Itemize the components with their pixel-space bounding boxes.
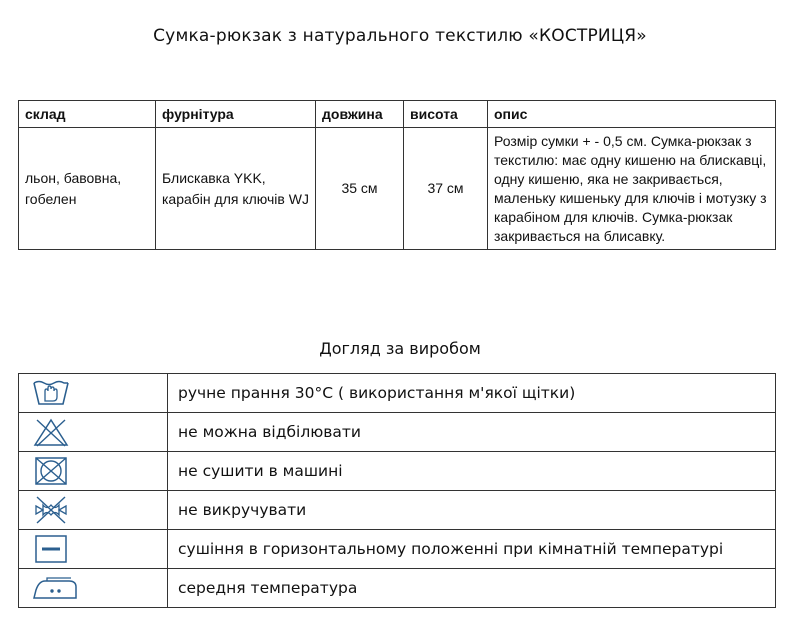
care-instructions-table	[18, 373, 776, 608]
column-header-composition: склад	[19, 101, 156, 128]
care-icon-cell	[19, 530, 168, 569]
care-row	[19, 569, 776, 608]
column-header-hardware: фурнітура	[156, 101, 316, 128]
description-cell: Розмір сумки + - 0,5 см. Сумка-рюкзак з текстилю: має одну кишеню на блискавці, одну кишеню, яка не закривається, маленьку кишеньку для ключів і мотузку з карабіном для ключів. Сумка-рюкзак закривається на блисавку.	[488, 128, 776, 250]
care-text: ручне прання 30°C ( використання м'якої щітки)	[168, 374, 776, 413]
page-title: Сумка-рюкзак з натурального текстилю «КОСТРИЦЯ»	[153, 26, 647, 46]
care-text: середня температура	[168, 569, 776, 608]
care-icon-cell	[19, 374, 168, 413]
care-icon-cell	[19, 452, 168, 491]
table-row	[19, 128, 776, 250]
column-header-description: опис	[488, 101, 776, 128]
care-text: не можна відбілювати	[168, 413, 776, 452]
do-not-tumble-dry-icon	[31, 455, 71, 487]
table-header-row	[19, 101, 776, 128]
column-header-length: довжина	[316, 101, 404, 128]
length-cell: 35 см	[316, 128, 404, 250]
iron-medium-icon	[31, 572, 79, 604]
do-not-wring-icon	[31, 494, 71, 526]
do-not-bleach-icon	[31, 416, 71, 448]
care-icon-cell	[19, 491, 168, 530]
care-icon-cell	[19, 413, 168, 452]
dry-flat-icon	[31, 533, 71, 565]
composition-cell: льон, бавовна, гобелен	[19, 128, 156, 250]
care-row	[19, 452, 776, 491]
care-row	[19, 413, 776, 452]
care-section-title: Догляд за виробом	[319, 339, 481, 358]
hand-wash-icon	[31, 377, 71, 409]
care-row	[19, 530, 776, 569]
care-text: не викручувати	[168, 491, 776, 530]
care-icon-cell	[19, 569, 168, 608]
care-row	[19, 374, 776, 413]
care-text: не сушити в машині	[168, 452, 776, 491]
hardware-cell: Блискавка YKK, карабін для ключів WJ	[156, 128, 316, 250]
height-cell: 37 см	[404, 128, 488, 250]
column-header-height: висота	[404, 101, 488, 128]
care-text: сушіння в горизонтальному положенні при кімнатній температурі	[168, 530, 776, 569]
care-row	[19, 491, 776, 530]
product-spec-table	[18, 100, 776, 250]
